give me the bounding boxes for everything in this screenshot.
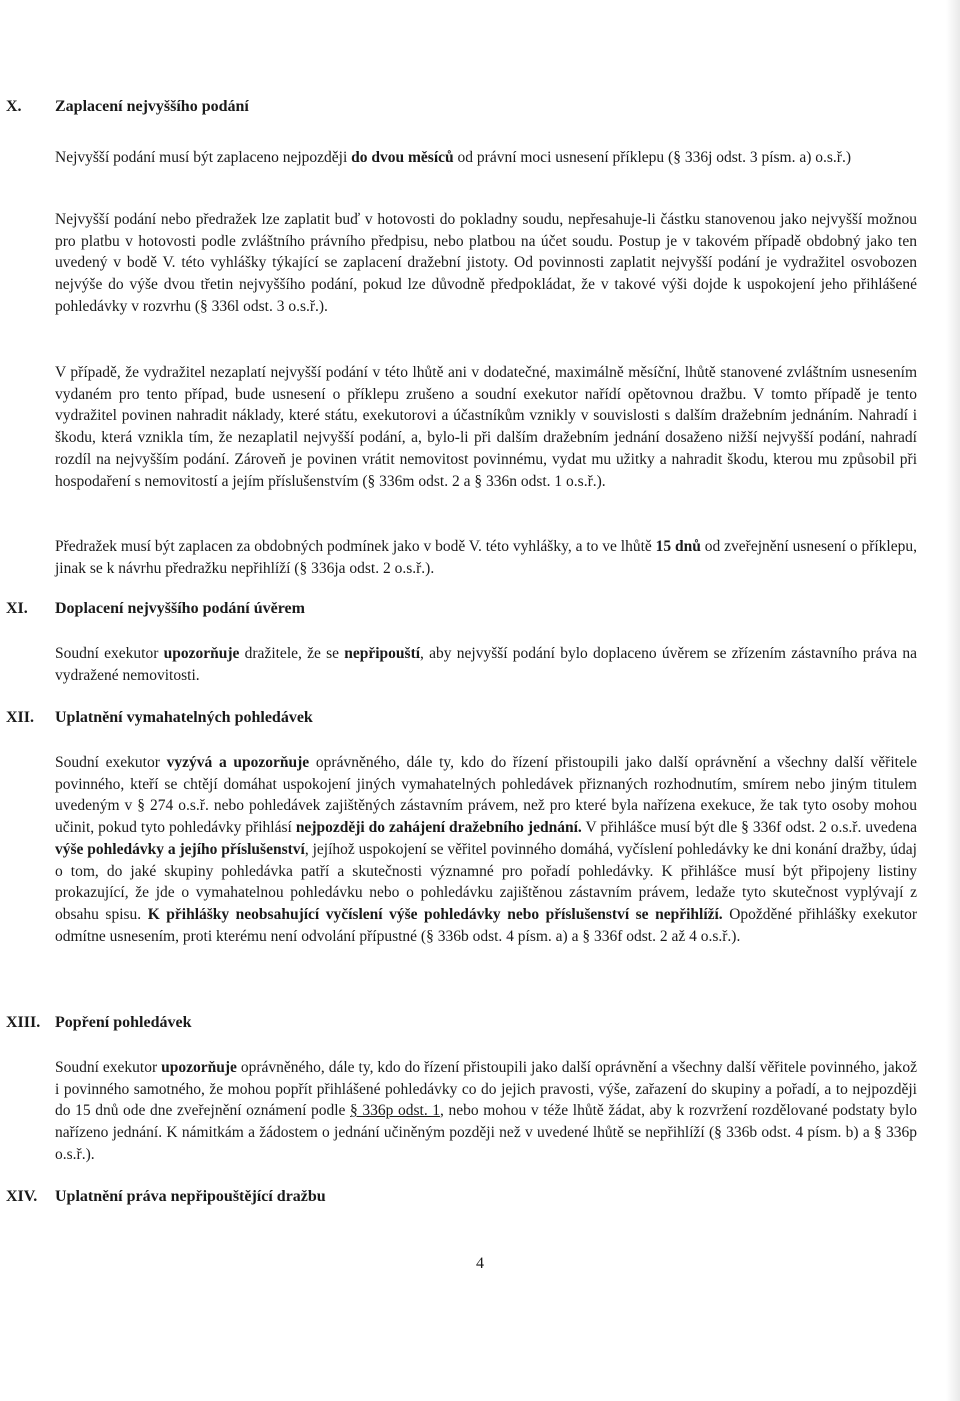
section-title: Uplatnění vymahatelných pohledávek bbox=[55, 709, 313, 726]
text-run: od právní moci usnesení příklepu (§ 336j odst. 3 písm. a) o.s.ř.) bbox=[453, 149, 852, 166]
bold-text: K přihlášky neobsahující vyčíslení výše pohledávky nebo příslušenství se nepřihlíží. bbox=[147, 905, 723, 923]
text-run: , aby nejvyšší podání bylo doplaceno úvěrem se zřízením zástavního práva na vydražené nemovitosti. bbox=[55, 645, 917, 684]
text-run: Soudní exekutor bbox=[55, 754, 167, 771]
paragraph bbox=[55, 536, 917, 579]
section-title: Uplatnění práva nepřipouštějící dražbu bbox=[55, 1188, 326, 1205]
section-number: X. bbox=[6, 98, 22, 115]
text-run: Předražek musí být zaplacen za obdobných podmínek jako v bodě V. této vyhlášky, a to ve lhůtě bbox=[55, 538, 656, 555]
bold-text: nepřipouští bbox=[344, 645, 421, 662]
paragraph bbox=[55, 1057, 917, 1166]
text-run: , jejíhož uspokojení se věřitel povinného domáhá, vyčíslení pohledávky ke dni konání dražby, údaj o tom, do jaké skupiny pohledávka patří a skutečnosti významné pro pořadí pohledávky. K přihlášce musí být připojeny listiny prokazující, že jde o vymahatelnou pohledávku nebo o pohledávku zajištěnou zástavním právem, ledaže tyto skutečnost vyplývají z obsahu spisu. bbox=[55, 840, 917, 923]
section-title: Doplacení nejvyššího podání úvěrem bbox=[55, 600, 305, 617]
section-number: XIV. bbox=[6, 1188, 38, 1205]
bold-text: 15 dnů bbox=[655, 538, 701, 555]
section-number: XII. bbox=[6, 709, 35, 726]
page-number: 4 bbox=[476, 1255, 484, 1272]
text-run: oprávněného, dále ty, kdo do řízení přistoupili jako další oprávnění a všechny další věřitele povinného, jakož i povinného samotného, že mohou popřít přihlášené pohledávky co do jejich pravosti, výše, zařazení do skupiny a pořadí, a to nejpozději do 15 dnů ode dne zveřejnění oznámení podle bbox=[55, 1059, 918, 1120]
section-number: XI. bbox=[6, 600, 28, 617]
text-run: dražitele, že se bbox=[239, 645, 345, 662]
text-run: Nejvyšší podání musí být zaplaceno nejpozději bbox=[55, 149, 352, 166]
text-run: od zveřejnění usnesení o příklepu, jinak se k návrhu předražku nepřihlíží (§ 336ja odst. 2 o.s.ř.). bbox=[55, 538, 917, 577]
bold-text: nejpozději do zahájení dražebního jednání. bbox=[295, 819, 582, 837]
bold-text: vyzývá a upozorňuje bbox=[166, 754, 310, 771]
section-title: Popření pohledávek bbox=[55, 1014, 192, 1031]
paragraph: V případě, že vydražitel nezaplatí nejvyšší podání v této lhůtě ani v dodatečné, maximálně měsíční, lhůtě stanovené zvláštním usnesením vydaném pro tento případ, bude usnesení o příklepu zrušeno a soudní exekutor nařídí opětovnou dražbu. V tomto případě je tento vydražitel povinen nahradit náklady, které státu, exekutorovi a účastníkům vznikly v souvislosti s dalším dražebním jednáním. Nahradí i škodu, která vznikla tím, že nezaplatil nejvyšší podání, a, bylo-li při dalším dražebním jednání dosaženo nižší nejvyšší podání, nahradí rozdíl na nejvyšším podání. Zároveň je povinen vrátit nemovitost povinnému, vydat mu užitky a nahradit škodu, kterou mu způsobil při hospodaření s nemovitostí a jejím příslušenstvím (§ 336m odst. 2 a § 336n odst. 1 o.s.ř.). bbox=[55, 364, 917, 490]
scan-edge-shadow bbox=[946, 0, 960, 1401]
bold-text: výše pohledávky a jejího příslušenství bbox=[55, 840, 305, 858]
bold-text: upozorňuje bbox=[163, 645, 240, 662]
underlined-reference: § 336p odst. 1 bbox=[350, 1102, 441, 1120]
paragraph bbox=[55, 147, 917, 169]
paragraph bbox=[55, 643, 917, 686]
text-run: Soudní exekutor bbox=[55, 645, 164, 662]
bold-text: do dvou měsíců bbox=[351, 149, 454, 166]
section-title: Zaplacení nejvyššího podání bbox=[55, 98, 249, 115]
section-number: XIII. bbox=[6, 1014, 41, 1031]
text-run: , nebo mohou v téže lhůtě žádat, aby k rozvržení rozdělované podstaty bylo nařízeno jednání. K námitkám a žádostem o jednání učiněným později než v uvedené lhůtě se nepřihlíží (§ 336b odst. 4 písm. b) a § 336p o.s.ř.). bbox=[55, 1102, 917, 1163]
text-run: V přihlášce musí být dle § 336f odst. 2 o.s.ř. uvedena bbox=[581, 819, 917, 837]
text-run: Soudní exekutor bbox=[55, 1059, 162, 1076]
text-run: oprávněného, dále ty, kdo do řízení přistoupili jako další oprávnění a všechny další věřitele povinného, kteří se chtějí domáhat uspokojení jiných vymahatelných pohledávek přiznaných rozhodnutím, smírem nebo jiným titulem uvedeným v § 274 o.s.ř. nebo pohledávek zajištěných zástavním právem, než pro které byla nařízena exekuce, že tak tyto osoby mohou učinit, pokud tyto pohledávky přihlásí bbox=[55, 754, 918, 837]
paragraph bbox=[55, 752, 917, 947]
text-run: Opožděné přihlášky exekutor odmítne usnesením, proti kterému není odvolání přípustné (§ 336b odst. 4 písm. a) a § 336f odst. 2 až 4 o.s.ř.). bbox=[55, 905, 917, 945]
paragraph: Nejvyšší podání nebo předražek lze zaplatit buď v hotovosti do pokladny soudu, nepřesahuje-li částku stanovenou jako nejvyšší možnou pro platbu v hotovosti podle zvláštního právního předpisu, nebo platbou na účet soudu. Postup je v takovém případě obdobný jako ten uvedený v bodě V. této vyhlášky týkající se zaplacení dražební jistoty. Od povinnosti zaplatit nejvyšší podání je vydražitel osvobozen nejvýše do výše dvou třetin nejvyššího podání, pokud lze důvodně předpokládat, že v takové výši dojde k uspokojení jeho přihlášené pohledávky v rozvrhu (§ 336l odst. 3 o.s.ř.). bbox=[55, 211, 917, 315]
bold-text: upozorňuje bbox=[161, 1059, 237, 1076]
